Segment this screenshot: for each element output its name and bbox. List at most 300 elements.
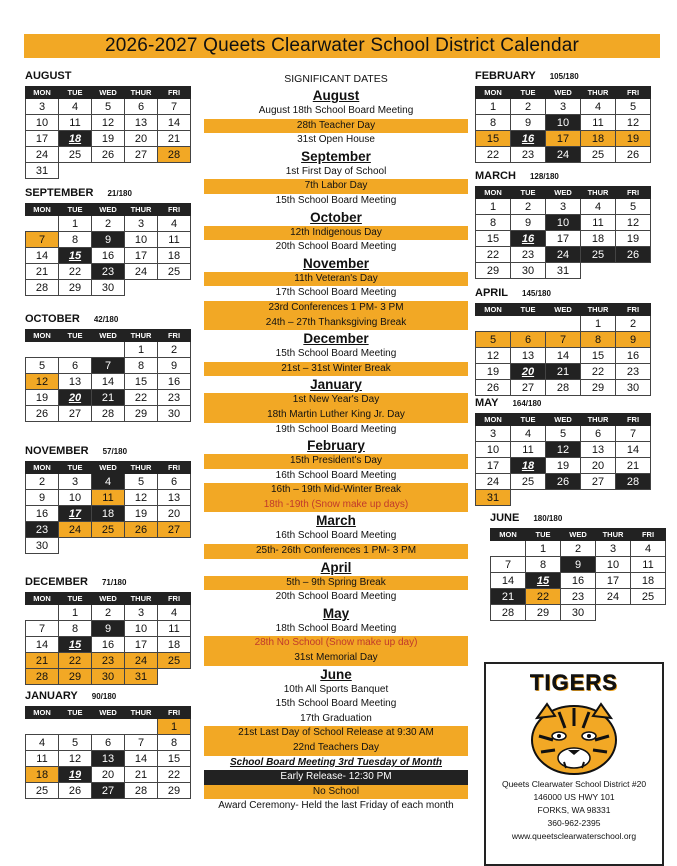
day-cell: 9 xyxy=(511,215,546,231)
school-day-count: 180/180 xyxy=(533,514,563,523)
month-title-february xyxy=(475,70,579,82)
week-row xyxy=(491,541,666,557)
week-row xyxy=(26,605,191,621)
day-header: FRI xyxy=(616,414,651,426)
day-cell: 11 xyxy=(59,115,92,131)
day-cell: 21 xyxy=(26,264,59,280)
day-header: THUR xyxy=(125,707,158,719)
day-cell: 20 xyxy=(511,364,546,380)
day-cell: 8 xyxy=(158,735,191,751)
day-cell: 20 xyxy=(125,131,158,147)
empty-cell xyxy=(92,538,125,554)
day-header: MON xyxy=(476,414,511,426)
day-cell: 25 xyxy=(581,247,616,263)
day-cell: 27 xyxy=(581,474,616,490)
empty-cell xyxy=(59,719,92,735)
empty-cell xyxy=(92,342,125,358)
day-cell: 26 xyxy=(125,522,158,538)
day-header: TUE xyxy=(59,462,92,474)
event-item: 7th Labor Day xyxy=(204,179,468,194)
empty-cell xyxy=(546,316,581,332)
day-cell: 2 xyxy=(561,541,596,557)
day-cell: 10 xyxy=(125,621,158,637)
day-header: FRI xyxy=(616,187,651,199)
school-day-count: 57/180 xyxy=(102,447,128,456)
day-header: THUR xyxy=(125,593,158,605)
event-item: 21st – 31st Winter Break xyxy=(204,362,468,377)
day-cell: 26 xyxy=(616,247,651,263)
day-header: FRI xyxy=(158,330,191,342)
day-cell: 12 xyxy=(616,115,651,131)
day-cell: 30 xyxy=(511,263,546,279)
month-title-april xyxy=(475,287,551,299)
day-header: FRI xyxy=(616,87,651,99)
school-day-count: 145/180 xyxy=(522,289,551,298)
day-cell: 11 xyxy=(581,115,616,131)
day-cell: 18 xyxy=(581,231,616,247)
month-name: APRIL xyxy=(475,287,508,299)
week-row xyxy=(476,332,651,348)
day-cell: 4 xyxy=(92,474,125,490)
week-row xyxy=(476,99,651,115)
month-name: MARCH xyxy=(475,170,516,182)
day-header: TUE xyxy=(526,529,561,541)
day-cell: 13 xyxy=(59,374,92,390)
day-cell: 29 xyxy=(59,280,92,296)
day-cell: 22 xyxy=(526,589,561,605)
event-month-heading: May xyxy=(322,605,350,621)
week-row xyxy=(26,735,191,751)
empty-cell xyxy=(59,163,92,179)
day-cell: 22 xyxy=(59,653,92,669)
week-row xyxy=(26,264,191,280)
day-header: TUE xyxy=(59,593,92,605)
day-cell: 17 xyxy=(546,231,581,247)
day-cell: 24 xyxy=(59,522,92,538)
week-row xyxy=(26,390,191,406)
week-row xyxy=(476,115,651,131)
day-cell: 15 xyxy=(59,248,92,264)
day-header: WED xyxy=(92,593,125,605)
week-row xyxy=(491,557,666,573)
day-header: TUE xyxy=(59,204,92,216)
day-cell: 4 xyxy=(59,99,92,115)
day-header: MON xyxy=(476,304,511,316)
week-row xyxy=(26,248,191,264)
empty-cell xyxy=(511,316,546,332)
day-cell: 15 xyxy=(581,348,616,364)
day-cell: 18 xyxy=(511,458,546,474)
day-cell: 29 xyxy=(125,406,158,422)
day-cell: 27 xyxy=(125,147,158,163)
day-cell: 7 xyxy=(26,621,59,637)
calendar-title: 2026-2027 Queets Clearwater School District Calendar xyxy=(24,34,660,58)
day-cell: 18 xyxy=(92,506,125,522)
day-cell: 26 xyxy=(616,147,651,163)
month-title-november xyxy=(25,445,127,457)
month-grid-march xyxy=(475,186,651,279)
day-cell: 29 xyxy=(526,605,561,621)
day-cell: 12 xyxy=(59,751,92,767)
week-row xyxy=(476,442,651,458)
day-cell: 14 xyxy=(616,442,651,458)
day-cell: 13 xyxy=(92,751,125,767)
empty-cell xyxy=(511,490,546,506)
month-grid-november xyxy=(25,461,191,554)
day-cell: 14 xyxy=(491,573,526,589)
week-row xyxy=(476,131,651,147)
day-cell: 15 xyxy=(125,374,158,390)
day-cell: 25 xyxy=(511,474,546,490)
event-item: 23rd Conferences 1 PM- 3 PM xyxy=(204,301,468,316)
event-month-heading: January xyxy=(310,377,362,393)
day-cell: 8 xyxy=(125,358,158,374)
month-name: MAY xyxy=(475,397,499,409)
event-month-heading: March xyxy=(316,513,356,529)
day-cell: 4 xyxy=(581,99,616,115)
day-cell: 16 xyxy=(511,131,546,147)
event-item: 28th Teacher Day xyxy=(204,119,468,134)
week-row xyxy=(26,751,191,767)
day-cell: 21 xyxy=(616,458,651,474)
event-item: 20th School Board Meeting xyxy=(275,241,397,253)
day-cell: 5 xyxy=(476,332,511,348)
day-cell: 4 xyxy=(26,735,59,751)
day-cell: 8 xyxy=(526,557,561,573)
event-month-heading: February xyxy=(307,438,365,454)
day-cell: 21 xyxy=(92,390,125,406)
day-cell: 19 xyxy=(546,458,581,474)
day-header: WED xyxy=(92,707,125,719)
day-cell: 12 xyxy=(546,442,581,458)
day-cell: 9 xyxy=(26,490,59,506)
event-month-heading: November xyxy=(302,255,370,271)
day-cell: 28 xyxy=(26,280,59,296)
day-cell: 29 xyxy=(158,783,191,799)
day-cell: 17 xyxy=(125,248,158,264)
day-cell: 31 xyxy=(476,490,511,506)
day-header: TUE xyxy=(511,414,546,426)
week-row xyxy=(26,147,191,163)
event-item: 15th School Board Meeting xyxy=(275,698,397,710)
day-header: THUR xyxy=(125,330,158,342)
week-row xyxy=(26,232,191,248)
week-row xyxy=(26,637,191,653)
day-cell: 22 xyxy=(125,390,158,406)
empty-cell xyxy=(26,719,59,735)
day-cell: 21 xyxy=(158,131,191,147)
day-cell: 23 xyxy=(26,522,59,538)
school-phone: 360-962-2395 xyxy=(547,818,601,828)
event-item: 31st Open House xyxy=(297,134,375,146)
day-cell: 3 xyxy=(476,426,511,442)
empty-cell xyxy=(125,280,158,296)
day-header: THUR xyxy=(581,304,616,316)
day-cell: 24 xyxy=(546,247,581,263)
week-row xyxy=(26,506,191,522)
month-grid-september xyxy=(25,203,191,296)
day-cell: 21 xyxy=(546,364,581,380)
day-cell: 13 xyxy=(511,348,546,364)
month-grid-june xyxy=(490,528,666,621)
day-cell: 28 xyxy=(546,380,581,396)
day-cell: 1 xyxy=(158,719,191,735)
day-cell: 14 xyxy=(158,115,191,131)
day-cell: 14 xyxy=(92,374,125,390)
day-header: MON xyxy=(26,707,59,719)
day-cell: 5 xyxy=(59,735,92,751)
week-row xyxy=(26,653,191,669)
event-item: 24th – 27th Thanksgiving Break xyxy=(204,316,468,331)
day-cell: 1 xyxy=(476,99,511,115)
event-item: 1st First Day of School xyxy=(285,165,387,177)
day-cell: 18 xyxy=(631,573,666,589)
day-cell: 30 xyxy=(92,280,125,296)
week-row xyxy=(26,99,191,115)
day-cell: 18 xyxy=(158,637,191,653)
day-cell: 14 xyxy=(26,637,59,653)
event-month-heading: October xyxy=(310,209,362,225)
significant-dates xyxy=(204,70,468,814)
day-header: THUR xyxy=(596,529,631,541)
event-item: 22nd Teachers Day xyxy=(204,741,468,756)
day-cell: 18 xyxy=(26,767,59,783)
month-name: JANUARY xyxy=(25,690,78,702)
week-row xyxy=(26,131,191,147)
day-cell: 4 xyxy=(631,541,666,557)
week-row xyxy=(26,342,191,358)
day-cell: 21 xyxy=(26,653,59,669)
day-cell: 10 xyxy=(26,115,59,131)
day-cell: 11 xyxy=(158,232,191,248)
empty-cell xyxy=(59,342,92,358)
event-item: 12th Indigenous Day xyxy=(204,226,468,241)
month-name: NOVEMBER xyxy=(25,445,89,457)
day-header: THUR xyxy=(125,87,158,99)
day-cell: 5 xyxy=(125,474,158,490)
month-name: JUNE xyxy=(490,512,520,524)
month-title-june xyxy=(490,512,562,524)
school-day-count: 164/180 xyxy=(512,399,542,408)
day-cell: 24 xyxy=(125,264,158,280)
day-cell: 6 xyxy=(92,735,125,751)
day-cell: 25 xyxy=(26,783,59,799)
month-title-may xyxy=(475,397,541,409)
day-cell: 18 xyxy=(59,131,92,147)
day-cell: 23 xyxy=(561,589,596,605)
day-cell: 20 xyxy=(92,767,125,783)
day-header: TUE xyxy=(511,87,546,99)
day-cell: 2 xyxy=(92,216,125,232)
day-cell: 26 xyxy=(92,147,125,163)
day-cell: 28 xyxy=(616,474,651,490)
school-day-count: 128/180 xyxy=(529,172,559,181)
day-cell: 21 xyxy=(491,589,526,605)
month-grid-april xyxy=(475,303,651,396)
day-cell: 27 xyxy=(92,783,125,799)
day-cell: 12 xyxy=(616,215,651,231)
day-cell: 26 xyxy=(546,474,581,490)
day-cell: 12 xyxy=(92,115,125,131)
empty-cell xyxy=(92,163,125,179)
week-row xyxy=(26,719,191,735)
day-cell: 19 xyxy=(616,131,651,147)
day-header: WED xyxy=(92,204,125,216)
day-cell: 25 xyxy=(158,264,191,280)
event-item: 21st Last Day of School Release at 9:30 AM xyxy=(204,726,468,741)
day-cell: 16 xyxy=(92,248,125,264)
school-day-count: 42/180 xyxy=(93,315,119,324)
day-cell: 25 xyxy=(158,653,191,669)
day-cell: 29 xyxy=(581,380,616,396)
day-header: MON xyxy=(26,593,59,605)
day-header: FRI xyxy=(631,529,666,541)
day-cell: 11 xyxy=(158,621,191,637)
day-cell: 25 xyxy=(631,589,666,605)
event-month-heading: June xyxy=(320,666,352,682)
day-cell: 5 xyxy=(546,426,581,442)
day-cell: 3 xyxy=(125,216,158,232)
day-cell: 12 xyxy=(476,348,511,364)
day-cell: 25 xyxy=(59,147,92,163)
day-cell: 28 xyxy=(491,605,526,621)
day-cell: 15 xyxy=(59,637,92,653)
empty-cell xyxy=(26,216,59,232)
week-row xyxy=(476,147,651,163)
day-cell: 20 xyxy=(158,506,191,522)
day-cell: 13 xyxy=(125,115,158,131)
day-header: WED xyxy=(92,87,125,99)
day-cell: 31 xyxy=(26,163,59,179)
week-row xyxy=(491,589,666,605)
day-header: MON xyxy=(491,529,526,541)
day-cell: 23 xyxy=(92,264,125,280)
day-cell: 31 xyxy=(546,263,581,279)
week-row xyxy=(26,538,191,554)
week-row xyxy=(26,669,191,685)
month-title-september xyxy=(25,187,132,199)
empty-cell xyxy=(476,316,511,332)
day-cell: 7 xyxy=(92,358,125,374)
day-cell: 6 xyxy=(581,426,616,442)
day-header: FRI xyxy=(158,707,191,719)
school-day-count: 90/180 xyxy=(91,692,117,701)
day-cell: 13 xyxy=(581,442,616,458)
day-header: FRI xyxy=(158,204,191,216)
week-row xyxy=(26,474,191,490)
school-address-line2: FORKS, WA 98331 xyxy=(537,805,611,815)
empty-cell xyxy=(92,719,125,735)
day-cell: 10 xyxy=(546,215,581,231)
empty-cell xyxy=(546,490,581,506)
event-item: 28th No School (Snow make up day) xyxy=(204,636,468,651)
day-cell: 1 xyxy=(125,342,158,358)
day-cell: 6 xyxy=(158,474,191,490)
day-header: TUE xyxy=(59,707,92,719)
empty-cell xyxy=(26,605,59,621)
day-cell: 9 xyxy=(561,557,596,573)
week-row xyxy=(476,474,651,490)
day-cell: 17 xyxy=(26,131,59,147)
school-day-count: 105/180 xyxy=(549,72,579,81)
event-item: 1st New Year's Day xyxy=(204,393,468,408)
day-cell: 25 xyxy=(92,522,125,538)
week-row xyxy=(26,280,191,296)
week-row xyxy=(26,115,191,131)
week-row xyxy=(476,348,651,364)
day-cell: 8 xyxy=(581,332,616,348)
event-month-heading: September xyxy=(301,148,371,164)
day-cell: 11 xyxy=(631,557,666,573)
empty-cell xyxy=(158,280,191,296)
empty-cell xyxy=(581,263,616,279)
event-item: 18th -19th (Snow make up days) xyxy=(204,498,468,513)
month-name: FEBRUARY xyxy=(475,70,536,82)
day-cell: 7 xyxy=(26,232,59,248)
day-cell: 7 xyxy=(546,332,581,348)
day-cell: 7 xyxy=(491,557,526,573)
day-cell: 22 xyxy=(59,264,92,280)
day-cell: 21 xyxy=(125,767,158,783)
day-cell: 24 xyxy=(125,653,158,669)
event-item: 16th – 19th Mid-Winter Break xyxy=(204,483,468,498)
day-cell: 4 xyxy=(581,199,616,215)
day-cell: 23 xyxy=(511,147,546,163)
mascot-title: TIGERS xyxy=(530,670,618,695)
day-cell: 16 xyxy=(26,506,59,522)
month-grid-february xyxy=(475,86,651,163)
day-cell: 11 xyxy=(581,215,616,231)
empty-cell xyxy=(616,263,651,279)
week-row xyxy=(476,247,651,263)
event-item: 31st Memorial Day xyxy=(204,651,468,666)
day-cell: 30 xyxy=(616,380,651,396)
significant-dates-title: SIGNIFICANT DATES xyxy=(284,73,388,85)
day-cell: 25 xyxy=(581,147,616,163)
school-website[interactable]: www.queetsclearwaterschool.org xyxy=(511,831,637,841)
event-month-heading: December xyxy=(303,331,369,347)
week-row xyxy=(26,522,191,538)
event-item: 18th School Board Meeting xyxy=(275,622,397,634)
week-row xyxy=(491,605,666,621)
week-row xyxy=(26,406,191,422)
week-row xyxy=(26,216,191,232)
day-cell: 22 xyxy=(158,767,191,783)
school-name: Queets Clearwater School District #20 xyxy=(501,779,647,789)
week-row xyxy=(476,215,651,231)
day-cell: 27 xyxy=(158,522,191,538)
day-cell: 23 xyxy=(92,653,125,669)
day-cell: 5 xyxy=(616,199,651,215)
empty-cell xyxy=(59,538,92,554)
day-cell: 3 xyxy=(546,99,581,115)
month-grid-may xyxy=(475,413,651,506)
day-cell: 26 xyxy=(476,380,511,396)
empty-cell xyxy=(491,541,526,557)
day-cell: 16 xyxy=(158,374,191,390)
day-cell: 5 xyxy=(92,99,125,115)
event-month-heading: August xyxy=(312,88,360,103)
day-header: THUR xyxy=(125,462,158,474)
school-day-count: 21/180 xyxy=(107,189,132,198)
day-cell: 2 xyxy=(511,199,546,215)
day-cell: 16 xyxy=(92,637,125,653)
day-cell: 16 xyxy=(511,231,546,247)
week-row xyxy=(476,490,651,506)
event-item: No School xyxy=(204,785,468,800)
empty-cell xyxy=(26,342,59,358)
day-cell: 24 xyxy=(476,474,511,490)
